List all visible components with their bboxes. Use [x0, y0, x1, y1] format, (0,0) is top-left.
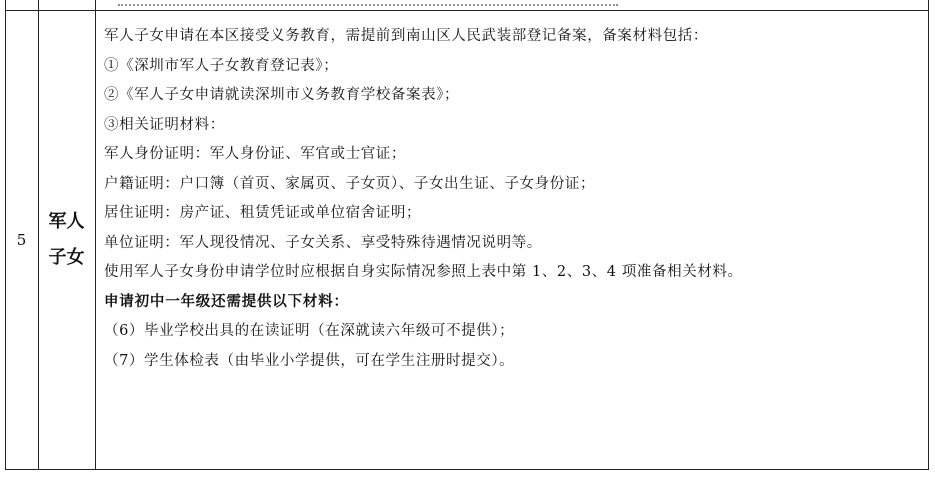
category-cell	[38, 10, 95, 470]
table-border-right	[928, 0, 929, 470]
table-row-top-border	[5, 10, 929, 11]
requirement-line: （6）毕业学校出具的在读证明（在深就读六年级可不提供）；	[104, 323, 515, 339]
requirements-cell	[104, 22, 924, 376]
requirement-line: （7）学生体检表（由毕业小学提供，可在学生注册时提交）。	[104, 352, 515, 369]
requirement-line: ③相关证明材料：	[104, 116, 225, 133]
category-label-line-1: 军人	[48, 211, 85, 232]
requirement-line: 居住证明：房产证、租赁凭证或单位宿舍证明；	[104, 205, 422, 221]
requirement-line: 使用军人子女身份申请学位时应根据自身实际情况参照上表中第 1、2、3、4 项准备相关材料。	[104, 264, 743, 280]
requirement-line: ②《军人子女申请就读深圳市义务教育学校备案表》；	[104, 87, 460, 103]
junior-high-heading: 申请初中一年级还需提供以下材料：	[104, 293, 349, 310]
category-label-line-2: 子女	[48, 247, 85, 268]
row-number: 5	[16, 231, 27, 249]
requirement-line: 军人身份证明：军人身份证、军官或士官证；	[104, 146, 406, 162]
previous-row-cutoff	[0, 0, 935, 10]
requirement-line: ①《深圳市军人子女教育登记表》；	[104, 57, 339, 74]
table-row-bottom-border	[5, 469, 929, 470]
row-number-cell	[5, 10, 38, 470]
requirement-line: 军人子女申请在本区接受义务教育，需提前到南山区人民武装部登记备案，备案材料包括：	[104, 28, 708, 44]
requirement-line: 户籍证明：户口簿（首页、家属页、子女页）、子女出生证、子女身份证；	[104, 175, 596, 192]
previous-row-text-fragment	[118, 0, 618, 6]
table-border-cat-body	[95, 0, 96, 470]
requirement-line: 单位证明：军人现役情况、子女关系、享受特殊待遇情况说明等。	[104, 234, 542, 251]
